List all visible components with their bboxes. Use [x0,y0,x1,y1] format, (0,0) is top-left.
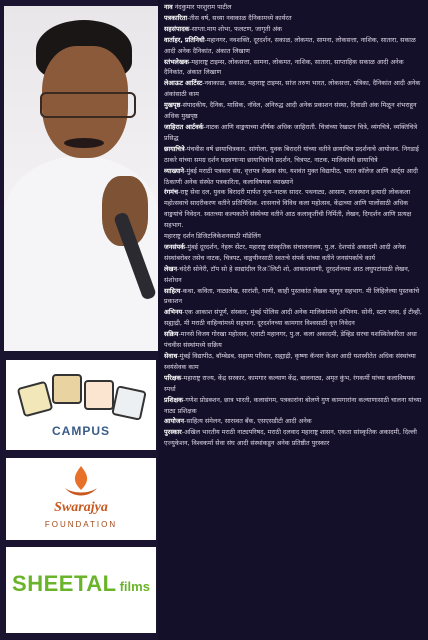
bio-entry [164,58,424,80]
bio-heading: प्रशिक्षक [164,396,183,404]
bio-heading: वार्ताहर, प्रतिनिधी [164,36,205,44]
bio-heading: परिक्षक [164,374,182,382]
bio-entry [164,36,424,58]
bio-detail: -नवाकाळ, सकाळ, महाराष्ट्र टाइम्स, सांज तरुण भारत, लोकसत्ता, पत्रिका, दैनिकांत आदी अनेक अंकांसाठी काम [164,80,421,99]
bio-detail: नंदकुमार परशुराम पाटील [172,4,232,11]
tv-icon [111,385,147,421]
sheetal-films-logo [6,547,156,633]
bio-entry [164,428,424,450]
bio-detail: -महाराष्ट्र टाइम्स, लोकसत्ता, सामना, लोकमत, नाशिक, सातारा, साप्ताहिक सकाळ आदी अनेक दैनिकांत, अंकात लिखाण [164,58,404,77]
bio-entry [164,123,424,145]
bio-heading: मुखपृष्ठ [164,102,181,110]
bio-heading: पत्रकारिता [164,14,188,22]
portrait-mustache [64,138,104,148]
swarajya-logo [6,458,156,540]
bio-entry [164,352,424,374]
art-icon [84,380,114,410]
bio-entry [164,308,424,330]
biography-text [164,3,424,637]
bio-detail: -मुंबई दूरदर्शन, नेहरू सेंटर, महाराष्ट्र सांस्कृतिक संचालनालय, पु.ल. देशपांडे अकादमी आदी अनेक संस्थांबरोबर तसेच नाटक, चित्रपट, वाङ्मयीनसाठी स्वतःचे संपर्क यांच्या वतीने जनसंपर्काचे कार्य [164,243,406,262]
bio-heading: जाहिरात आर्टवर्क [164,123,204,131]
sheetal-logo-main: SHEETAL [12,571,117,596]
bio-heading: सहसंपादक [164,25,190,33]
bio-entry [164,330,424,352]
bio-entry [164,167,424,189]
bio-detail: -नाटक आणि वाङ्मयाच्या शीर्षक अधिक जाहिराती. चित्रांच्या रेखाटन चित्रे, व्यंगचित्रे, व्यक्तिचित्रे प्रसिद्ध [164,123,418,142]
bio-detail: -राष्ट्र सेवा दल, युवक बिरादरी मार्फत नृत्य-नाटक सादर. पथनाट्य, आसाम, राजस्थान इत्यादी लोककला महोत्सवाचे सादरीकरण वतीने प्रतिनिधित्व. शासनाचे विविध कला महोत्सव, केंद्राच्या आणि पालोंसाठी अधिक वाङ्मयांचे निवेदन. स्वतःच्या कल्पकतेने संस्थेच्या वतीने आठ कलाकृतींची निर्मिती, लेखन, दिग्दर्शन आणि प्रत्यक्ष सहभाग. [164,189,412,230]
bio-heading: रंगमंच [164,189,178,197]
bio-detail: -मानसे विजय गोरखा महोत्सव, एशाटी महानगर, पु.ल. कला अकादमी, डेव्हिड सरचा यशस्वितेकरिता अधा पंचवीस संस्थांमध्ये सक्रिय [164,331,417,350]
bio-heading: छायाचित्रे [164,145,185,153]
bio-entry [164,79,424,101]
portrait-glasses [40,92,136,118]
bio-detail: -साहित्य संमेलन, सारस्वत बँक, एसएसडीटी आदी अनेक [184,418,312,426]
bio-entry [164,188,424,232]
sheetal-logo-films: films [119,579,150,594]
bio-detail: -साप्ता.माय शोभा, फलटण, जागृती अंक [189,25,283,33]
bio-detail: -अखिल भारतीय मराठी नाट्यपरिषद, मराठी दलवाद महाराष्ट्र शासन, एकता सांस्कृतिक अकादमी, दिल्ली एज्युकेशन, विश्वकर्मा सेवा संघ आदी संस्थांकडून अनेक प्रतिष्ठीत पुरस्कार [164,429,417,448]
bio-heading: आयोजन [164,418,185,426]
bio-detail: -कथा, कविता, नाट्यलेख, सारांशी, गाणी, काही पुस्तकांत लेखक म्हणून सहभाग. मी लिहिलेल्या पुस्तकांचे प्रकाशन [164,287,420,306]
bio-entry [164,145,424,167]
bio-entry [164,396,424,418]
bio-heading: सेवाध [164,353,178,360]
bio-entry [164,101,424,123]
bio-entry [164,243,424,265]
bio-heading: पुरस्कार [164,429,182,437]
flame-icon [61,464,101,500]
swarajya-logo-subtitle: FOUNDATION [44,520,118,529]
sheetal-logo-text [6,571,156,597]
bio-entry [164,3,424,14]
bio-heading: लेआऊट आर्टिस्ट [164,80,203,88]
bio-entry [164,14,424,25]
bio-heading: सक्रिय [164,331,179,339]
bio-detail: -महानगर, नवशक्ति, दूरदर्शन, सकाळ, लोकमत, सामना, लोकसत्ता, नाशिक, सातारा, सकाळ आदी अनेक दैनिकांत, अंकात लिखाण [164,36,416,55]
bio-detail: -मुंबई विद्यापीठ, बॉम्बेडब, सहाय्य परिवार, सह्याद्री, कृष्णा कॅन्सर केअर आदी यशस्वीतेत अधिक संस्थांच्या स्वयंसेवक काम [164,353,416,371]
bio-entry [164,265,424,287]
bio-heading: जनसंपर्क [164,243,185,251]
bio-detail: -गणेश प्रोडक्शन, छात्र भारती, कलासंगम, पत्रकारांना बोलणे गुण कामगारांना कल्याणासाठी चालना यांच्या नाट्य प्रशिक्षक [164,396,422,415]
bio-detail: -चंदेरी सोनेरी, टॉप सो हे साद्यांदील रिअॅलिटी शो, आकाशवाणी, दूरदर्शनच्या आठ लघुपटांसाठी लेखन, संशोधन [164,265,410,284]
bio-heading: साहित्य [164,287,181,295]
bio-detail: -महाराष्ट्र राज्य, केंद्र सरकार, कामगार कल्याण केंद्र, बालनाट्य, अमृत कुंभ, रंगकर्मी यांच्या कलाविषयक स्पर्धा [164,374,415,393]
bio-detail: महाराष्ट्र दर्शन डिजिटलिकेशनसाठी मॉडेलिंग [164,233,261,241]
bio-detail: -संपादकीय, दैनिक, मासिक, नॉवेल, अनिरुद्ध आदी अनेक प्रकाशन संस्था, दिवाळी अंक मिळून शंभराहून अधिक मुखपृष्ठ [164,102,417,121]
bio-entry [164,287,424,309]
bio-entry [164,25,424,36]
bio-entry [164,232,424,243]
left-column [0,0,158,640]
portrait-photo [4,6,158,351]
bio-heading: व्याख्याने [164,167,185,175]
bio-detail: -मुंबई मराठी पत्रकार संघ, वृत्तपत्र लेखक संघ, यशवंत मुक्त विद्यापीठ, भारत कॉलेज आणि आर्ट्स आदी ठिकाणी अनेक संस्थेत पत्रकारिता, कलाविषयक व्याख्याने [164,167,418,186]
bio-detail: -तीस वर्ष, सध्या नवाकाळ दैनिकामध्ये कार्यरत [187,14,292,22]
bio-heading: लेखन [164,265,178,273]
swarajya-logo-name: Swarajya [54,500,108,515]
bio-detail: -एक आकाश संपूर्ण, संस्कार, मुंबई पोलिस आदी अनेक मालिकांमध्ये अभिनय. सोनी, स्टार प्लस, ई टीव्ही, सह्याद्री, मी मराठी वाहिन्यांमध्ये सहभाग. दूरदर्शनच्या कामगार विश्वसाठी वृत्त निवेदन [164,309,422,328]
bio-entry [164,374,424,396]
bio-heading: स्तंभलेखक [164,58,189,66]
bio-detail: -पंचवीस वर्ष छायाचित्रकार. सांगोला, युवक बिरादरी यांच्या वतीने छायाचित्र प्रदर्शनाचे आयोजन. निगडाई ठाकरे यांच्या समग्र दर्शन घडवणाऱ्या छायाचित्रांचे प्रदर्शन, चित्रपट, नाटक, मालिकांची छायाचित्रे [164,145,419,164]
bio-heading: नाव [164,4,173,11]
campus-logo-text: CAMPUS [51,424,110,438]
bio-entry [164,417,424,428]
campus-logo [6,360,156,450]
campus-icons [16,370,146,420]
theatre-mask-icon [52,374,82,404]
film-reel-icon [17,381,54,418]
bio-heading: अभिनय [164,309,183,317]
